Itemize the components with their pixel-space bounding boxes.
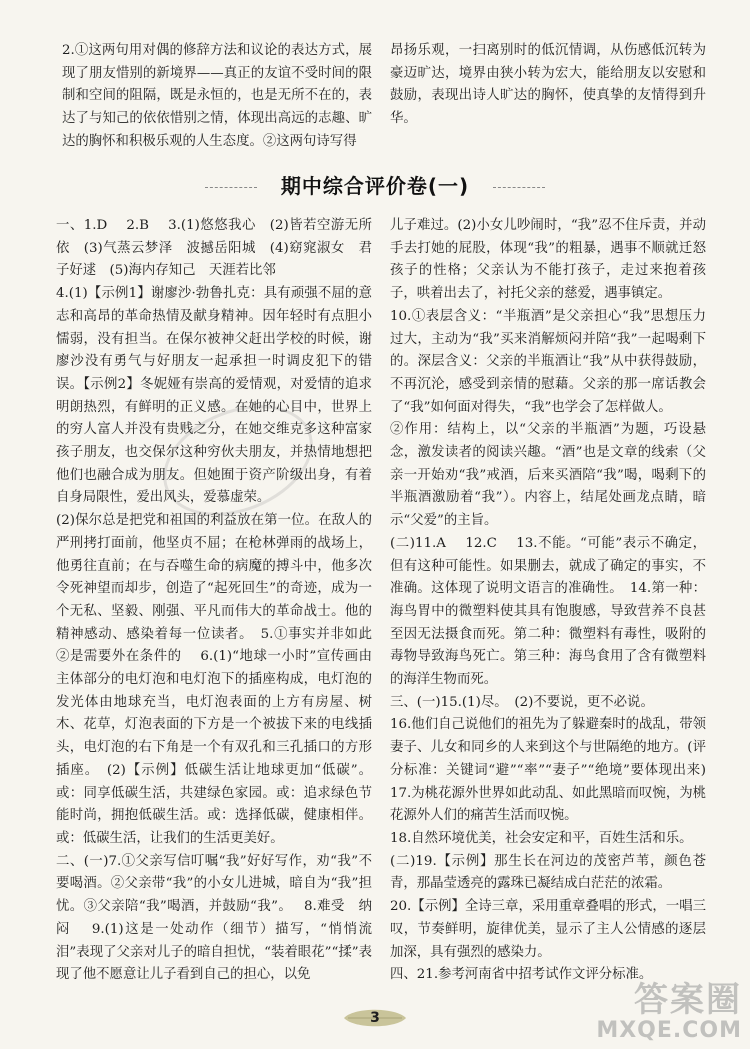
paragraph: 2.①这两句用对偶的修辞方法和议论的表达方式，展现了朋友惜别的新境界——真正的友谊不受时间的限制和空间的阻隔，既是永恒的，也是无所不在的，表达了与知己的依依惜别之情，体现出高远的志趣、旷达的胸怀和积极乐观的人生态度。②这两句诗写得 [62, 43, 372, 149]
paragraph: 4.(1)【示例1】谢廖沙·勃鲁扎克：具有顽强不屈的意志和高昂的革命热情及献身精神。因年轻时有点胆小懦弱，没有担当。在保尔被神父赶出学校的时候，谢廖沙没有勇气与好朋友一起承担一时调皮犯下的错误。【示例2】冬妮娅有崇高的爱情观，对爱情的追求明朗热烈，有鲜明的正义感。在她的心目中，世界上的穷人富人并没有贵贱之分，在她交维克多这种富家孩子朋友，也交保尔这种穷伙夫朋友，并热情地想把他们也融合成为朋友。但她囿于资产阶级出身，有着自身局限性，爱出风头，爱慕虚荣。 [56, 286, 372, 506]
paragraph: 10.①表层含义：“半瓶酒”是父亲担心“我”思想压力过大，主动为“我”买来消解烦闷并陪“我”一起喝剩下的。深层含义：父亲的半瓶酒让“我”从中获得鼓励，不再沉沦，感受到亲情的慰藉。父亲的那一席话教会了“我”如何面对得失，“我”也学会了怎样做人。 [390, 308, 706, 415]
paragraph: 三、(一)15.(1)尽。 (2)不要说，更不必说。 [390, 694, 654, 710]
watermark-title: 答案圈 [634, 980, 742, 1020]
paragraph: 儿子难过。(2)小女儿吵闹时，“我”忍不住斥责，并动手去打她的屁股，体现“我”的粗暴，遇事不顺就迁怒孩子的性格；父亲认为不能打孩子，走过来抱着孩子，哄着出去了，衬托父亲的慈爱，遇事镇定。 [390, 218, 706, 302]
page-number: 3 [370, 1010, 380, 1026]
page-number-badge [340, 1006, 410, 1030]
watermark-url: MXQE.COM [596, 1018, 742, 1043]
paragraph: 昂扬乐观，一扫离别时的低沉情调，从伤感低沉转为豪迈旷达，境界由狭小转为宏大，能给朋友以安慰和鼓励，表现出诗人旷达的胸怀，使真挚的友情得到升华。 [390, 43, 706, 127]
section-title-text: 期中综合评价卷(一) [280, 174, 470, 198]
paragraph: 20.【示例】全诗三章，采用重章叠唱的形式，一唱三叹，节奏鲜明，旋律优美，显示了主人公情感的逐层加深，具有强烈的感染力。 [390, 899, 706, 960]
main-right-column [390, 215, 724, 987]
top-right-column [390, 40, 706, 131]
top-left-column [62, 40, 372, 154]
section-title [0, 170, 750, 199]
paragraph: (二)19.【示例】那生长在河边的茂密芦苇，颜色苍青，那晶莹透亮的露珠已凝结成白茫茫的浓霜。 [390, 853, 706, 892]
paragraph: (2)保尔总是把党和祖国的利益放在第一位。在敌人的严刑拷打面前，他坚贞不屈；在枪林弹雨的战场上，他勇往直前；在与吞噬生命的病魔的搏斗中，他多次令死神望而却步，创造了“起死回生”的奇迹，成为一个无私、坚毅、刚强、平凡而伟大的革命战士。他的精神感动、感染着每一位读者。 5.①事实并非如此 ②是需要外在条件的 6.(1)“地球一小时”宣传画由主体部分的电灯泡和电灯泡下的插座构成，电灯泡的发光体由地球充当，电灯泡表面的上方有房屋、树木、花草，灯泡表面的下方是一个被拔下来的电线插头，电灯泡的右下角是一个有双孔和三孔插口的方形插座。 (2)【示例】低碳生活让地球更加“低碳”。或：同享低碳生活，共建绿色家园。或：追求绿色节能时尚，拥抱低碳生活。或：选择低碳，健康相伴。或：低碳生活，让我们的生活更美好。 [56, 513, 386, 846]
paragraph: 一、1.D 2.B 3.(1)悠悠我心 (2)皆若空游无所依 (3)气蒸云梦泽 波撼岳阳城 (4)窈窕淑女 君子好逑 (5)海内存知己 天涯若比邻 [56, 218, 372, 279]
site-watermark [596, 981, 742, 1043]
paragraph: 16.他们自己说他们的祖先为了躲避秦时的战乱，带领妻子、儿女和同乡的人来到这个与世隔绝的地方。(评分标准：关键词“避”“率”“妻子”“绝境”要体现出来) 17.为桃花源外世界如此动乱、如此黑暗而叹惋，为桃花源外人们的痛苦生活而叹惋。 [390, 717, 724, 824]
paragraph: ②作用：结构上，以“父亲的半瓶酒”为题，巧设悬念，激发读者的阅读兴趣。“酒”也是文章的线索（父亲一开始劝“我”戒酒，后来买酒陪“我”喝，喝剩下的半瓶酒激励着“我”）。内容上，结尾处画龙点睛，暗示“父爱”的主旨。 [390, 422, 706, 529]
main-left-column [56, 215, 386, 987]
paragraph: 18.自然环境优美，社会安定和平，百姓生活和乐。 [390, 830, 693, 846]
paragraph: (二)11.A 12.C 13.不能。“可能”表示不确定，但有这种可能性。如果删去，就成了确定的事实，不准确。这体现了说明文语言的准确性。 14.第一种：海鸟胃中的微塑料使其具有饱腹感，导致营养不良甚至因无法摄食而死。第二种：微塑料有毒性，吸附的毒物导致海鸟死亡。第三种：海鸟食用了含有微塑料的海洋生物而死。 [390, 535, 706, 688]
paragraph: 二、(一)7.①父亲写信叮嘱“我”好好写作，劝“我”不要喝酒。②父亲带“我”的小女儿进城，暗自为“我”担忧。③父亲陪“我”喝酒，并鼓励“我”。 8.难受 纳闷 9.(1)这是一处动作（细节）描写，“悄悄流泪”表现了父亲对儿子的暗自担忧，“装着眼花”“揉”表现了他不愿意让儿子看到自己的担心，以免 [56, 853, 372, 983]
paragraph: 四、21.参考河南省中招考试作文评分标准。 [390, 967, 653, 983]
